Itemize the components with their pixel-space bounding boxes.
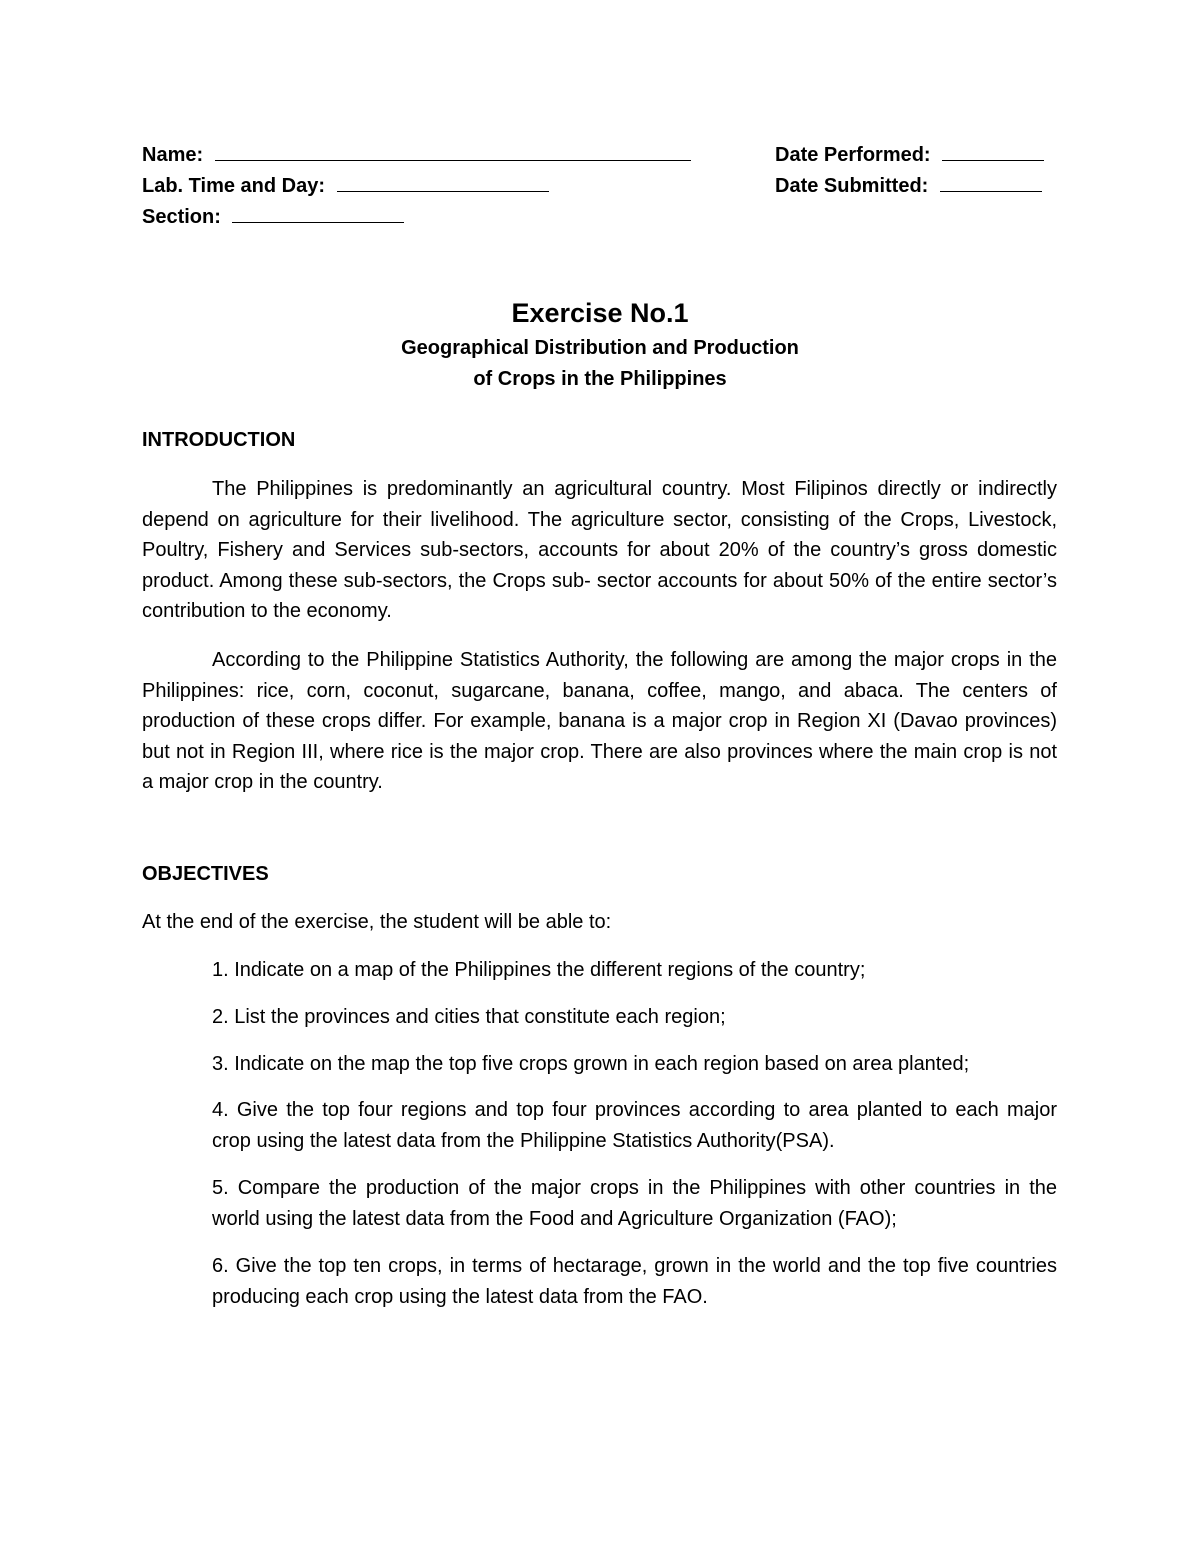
objectives-heading: OBJECTIVES xyxy=(142,863,269,885)
student-info-block xyxy=(142,140,691,233)
introduction-paragraph-1: The Philippines is predominantly an agricultural country. Most Filipinos directly or indirectly depend on agriculture for their livelihood. The agriculture sector, consisting of the Crops, Livestock, Poultry, Fishery and Services sub-sectors, accounts for about 20% of the country’s gross domestic product. Among these sub-sectors, the Crops sub- sector accounts for about 50% of the entire sector’s contribution to the economy. xyxy=(142,478,1057,622)
objective-item: 1. Indicate on a map of the Philippines the different regions of the country; xyxy=(212,959,866,981)
subtitle-line-1: Geographical Distribution and Production xyxy=(401,337,799,359)
objectives-intro: At the end of the exercise, the student will be able to: xyxy=(142,911,612,933)
date-performed-label: Date Performed: xyxy=(775,144,931,166)
objective-item: 3. Indicate on the map the top five crops grown in each region based on area planted; xyxy=(212,1053,970,1075)
name-row xyxy=(142,140,691,171)
date-submitted-blank[interactable] xyxy=(940,171,1042,192)
section-blank[interactable] xyxy=(232,202,404,223)
date-performed-row xyxy=(775,140,1044,171)
date-submitted-row xyxy=(775,171,1044,202)
section-label: Section: xyxy=(142,206,221,228)
introduction-heading: INTRODUCTION xyxy=(142,429,296,451)
document-subtitle xyxy=(0,333,1200,395)
subtitle-line-2: of Crops in the Philippines xyxy=(473,368,727,390)
name-blank[interactable] xyxy=(215,140,691,161)
objective-item: 5. Compare the production of the major crops in the Philippines with other countries in the world using the latest data from the Food and Agriculture Organization (FAO); xyxy=(212,1177,1057,1230)
date-submitted-label: Date Submitted: xyxy=(775,175,929,197)
section-row xyxy=(142,202,691,233)
date-info-block xyxy=(775,140,1044,202)
date-performed-blank[interactable] xyxy=(942,140,1044,161)
document-title: Exercise No.1 xyxy=(511,298,689,328)
introduction-paragraph-2: According to the Philippine Statistics Authority, the following are among the major crops in the Philippines: rice, corn, coconut, sugarcane, banana, coffee, mango, and abaca. The centers of production of these crops differ. For example, banana is a major crop in Region XI (Davao provinces) but not in Region III, where rice is the major crop. There are also provinces where the main crop is not a major crop in the country. xyxy=(142,649,1057,793)
objective-item: 6. Give the top ten crops, in terms of hectarage, grown in the world and the top five countries producing each crop using the latest data from the FAO. xyxy=(212,1255,1057,1308)
lab-time-row xyxy=(142,171,691,202)
name-label: Name: xyxy=(142,144,204,166)
objective-item: 4. Give the top four regions and top four provinces according to area planted to each major crop using the latest data from the Philippine Statistics Authority(PSA). xyxy=(212,1099,1057,1152)
lab-time-blank[interactable] xyxy=(337,171,549,192)
objective-item: 2. List the provinces and cities that constitute each region; xyxy=(212,1006,726,1028)
lab-time-label: Lab. Time and Day: xyxy=(142,175,326,197)
